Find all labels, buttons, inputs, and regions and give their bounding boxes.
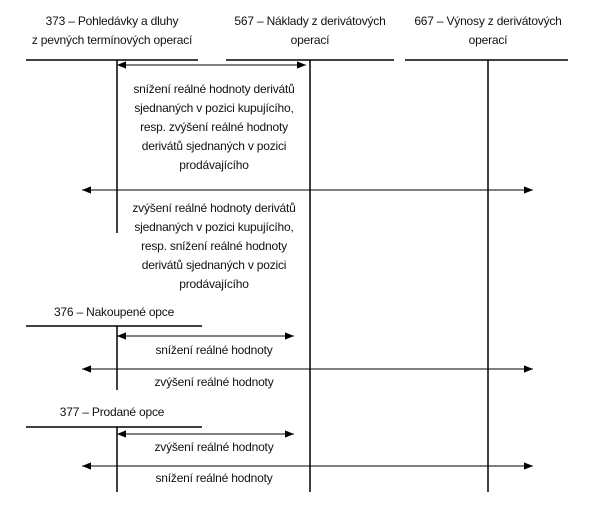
entry-e1-line: sjednaných v pozici kupujícího, — [134, 101, 294, 115]
entry-e1-line: prodávajícího — [179, 158, 249, 172]
entry-e2-line: derivátů sjednaných v pozici — [141, 258, 287, 272]
account-567-title-line1: 567 – Náklady z derivátových — [234, 14, 386, 28]
account-567-title-line2: operací — [290, 33, 330, 47]
entry-e1-line: resp. zvýšení reálné hodnoty — [140, 120, 288, 134]
account-377-title-line1: 377 – Prodané opce — [59, 405, 165, 419]
entry-e2-line: prodávajícího — [179, 277, 249, 291]
entry-e6-text: snížení reálné hodnoty — [155, 471, 273, 485]
account-373-title-line2: z pevných termínových operací — [31, 33, 193, 47]
entry-e2-line: sjednaných v pozici kupujícího, — [134, 220, 294, 234]
account-376-title-line1: 376 – Nakoupené opce — [53, 305, 175, 319]
entry-e3-text: snížení reálné hodnoty — [155, 343, 273, 357]
account-667-title-line2: operací — [468, 33, 508, 47]
entry-e1-line: derivátů sjednaných v pozici — [141, 139, 287, 153]
entry-e5-text: zvýšení reálné hodnoty — [154, 440, 274, 454]
entry-e6-label — [118, 469, 310, 488]
account-377-title — [22, 403, 202, 422]
entry-e2-line: resp. snížení reálné hodnoty — [141, 239, 287, 253]
account-373-title-line1: 373 – Pohledávky a dluhy — [45, 14, 179, 28]
account-373-title — [22, 12, 202, 50]
entry-e4-label — [118, 373, 310, 392]
account-667-title-line1: 667 – Výnosy z derivátových — [414, 14, 562, 28]
entry-e4-text: zvýšení reálné hodnoty — [154, 375, 274, 389]
entry-e2-label — [118, 199, 310, 294]
account-567-title — [220, 12, 400, 50]
entry-e2-line: zvýšení reálné hodnoty derivátů — [132, 201, 296, 215]
account-667-title — [398, 12, 578, 50]
entry-e1-label — [118, 80, 310, 175]
account-376-title — [24, 303, 204, 322]
entry-e3-label — [118, 341, 310, 360]
entry-e1-line: snížení reálné hodnoty derivátů — [133, 82, 295, 96]
entry-e5-label — [118, 438, 310, 457]
